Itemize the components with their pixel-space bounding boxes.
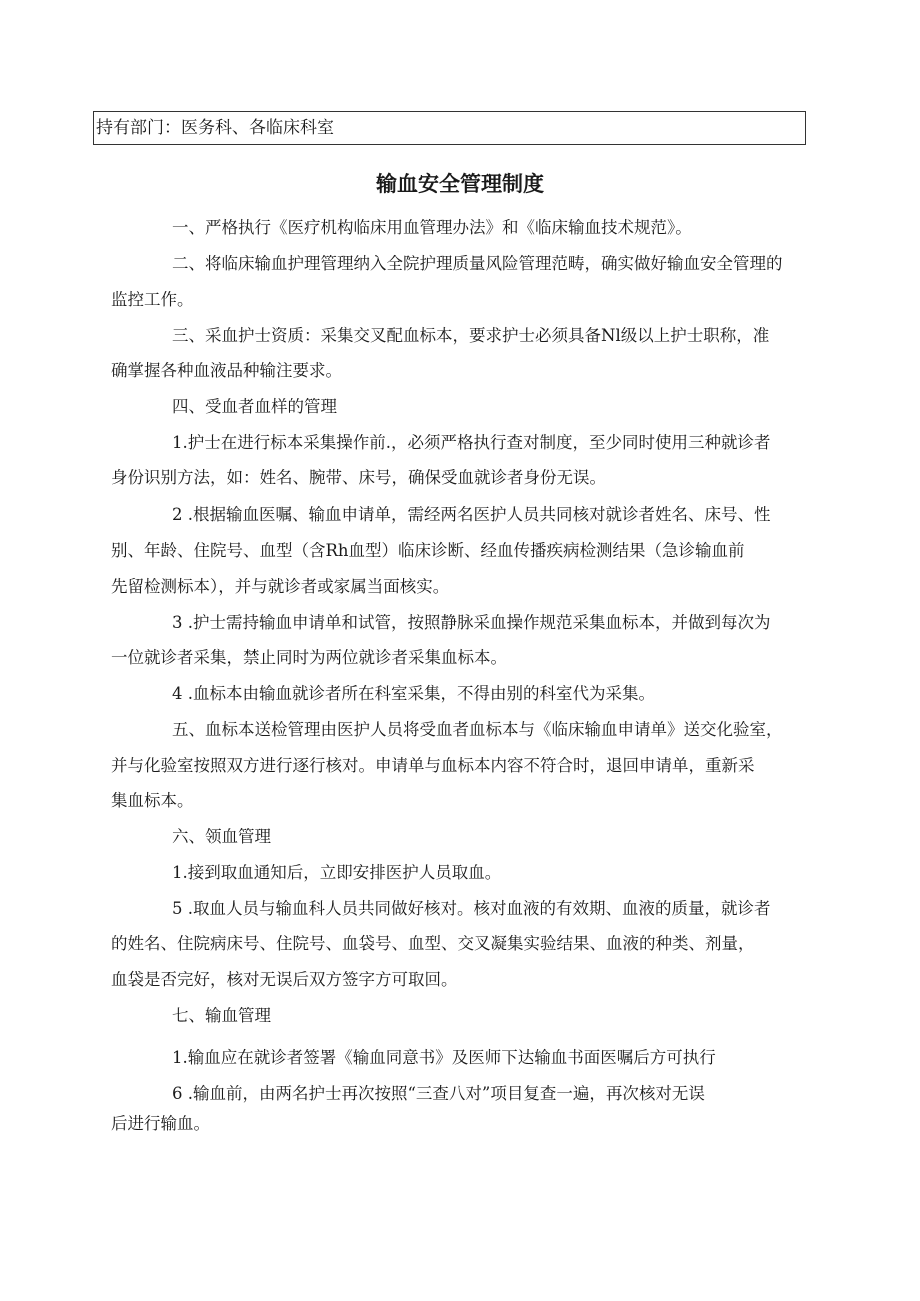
paragraph-line: 1.接到取血通知后，立即安排医护人员取血。: [172, 863, 502, 882]
paragraph-line: 2 .根据输血医嘱、输血申请单，需经两名医护人员共同核对就诊者姓名、床号、性: [172, 505, 771, 524]
paragraph-line: 二、将临床输血护理管理纳入全院护理质量风险管理范畴，确实做好输血安全管理的: [172, 254, 783, 273]
paragraph-line: 1.输血应在就诊者签署《输血同意书》及医师下达输血书面医嘱后方可执行: [172, 1048, 716, 1067]
paragraph-line: 4 .血标本由输血就诊者所在科室采集，不得由别的科室代为采集。: [172, 684, 655, 703]
paragraph-line: 一、严格执行《医疗机构临床用血管理办法》和《临床输血技术规范》。: [172, 218, 692, 237]
paragraph-line: 的姓名、住院病床号、住院号、血袋号、血型、交叉凝集实验结果、血液的种类、剂量，: [111, 934, 755, 953]
document-title: 输血安全管理制度: [376, 172, 544, 196]
paragraph-line: 确掌握各种血液品种输注要求。: [111, 361, 342, 380]
paragraph-line: 六、领血管理: [172, 827, 271, 846]
paragraph-line: 6 .输血前，由两名护士再次按照“三查八对”项目复查一遍，再次核对无误: [172, 1084, 705, 1103]
paragraph-line: 一位就诊者采集，禁止同时为两位就诊者采集血标本。: [111, 648, 507, 667]
paragraph-line: 1.护士在进行标本采集操作前.，必须严格执行查对制度，至少同时使用三种就诊者: [172, 433, 771, 452]
paragraph-line: 别、年龄、住院号、血型（含Rh血型）临床诊断、经血传播疾病检测结果（急诊输血前: [111, 541, 745, 560]
department-label: 持有部门：医务科、各临床科室: [96, 118, 334, 138]
paragraph-line: 五、血标本送检管理由医护人员将受血者血标本与《临床输血申请单》送交化验室，: [172, 720, 783, 739]
paragraph-line: 身份识别方法，如：姓名、腕带、床号，确保受血就诊者身份无误。: [111, 468, 606, 487]
paragraph-line: 后进行输血。: [111, 1114, 210, 1133]
paragraph-line: 血袋是否完好，核对无误后双方签字方可取回。: [111, 970, 458, 989]
paragraph-line: 5 .取血人员与输血科人员共同做好核对。核对血液的有效期、血液的质量，就诊者: [172, 899, 771, 918]
department-header-box: [93, 111, 806, 145]
paragraph-line: 并与化验室按照双方进行逐行核对。申请单与血标本内容不符合时，退回申请单，重新采: [111, 756, 755, 775]
paragraph-line: 七、输血管理: [172, 1006, 271, 1025]
paragraph-line: 先留检测标本），并与就诊者或家属当面核实。: [111, 577, 450, 596]
paragraph-line: 3 .护士需持输血申请单和试管，按照静脉采血操作规范采集血标本，并做到每次为: [172, 613, 771, 632]
paragraph-line: 四、受血者血样的管理: [172, 397, 337, 416]
paragraph-line: 集血标本。: [111, 791, 194, 810]
paragraph-line: 监控工作。: [111, 290, 194, 309]
paragraph-line: 三、采血护士资质：采集交叉配血标本，要求护士必须具备Nl级以上护士职称，准: [172, 326, 770, 345]
